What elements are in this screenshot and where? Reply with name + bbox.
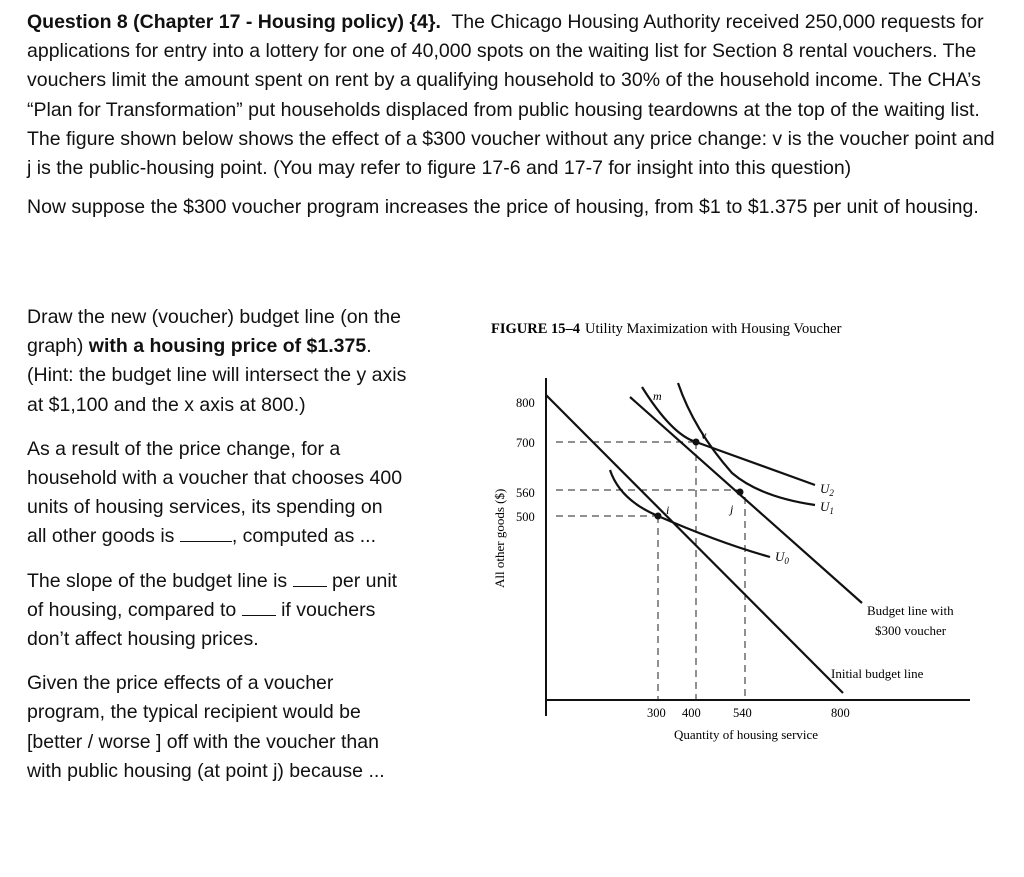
initial-budget-label: Initial budget line xyxy=(831,666,924,681)
u1-label: $U_1$ xyxy=(820,499,834,516)
voucher-budget-label-line2: $300 voucher xyxy=(875,623,947,638)
question-paragraph xyxy=(27,8,1002,183)
question-parts xyxy=(27,303,407,786)
part1-bold: with a housing price of $1.375 xyxy=(88,335,367,358)
answer-blank-slope-compare[interactable] xyxy=(242,598,276,616)
y-tick-560: 560 xyxy=(516,486,535,500)
part1-hint: . (Hint: the budget line will intersect the y axis at $1,100 and the x axis at 800.) xyxy=(27,335,407,416)
point-m-label: m xyxy=(653,389,662,403)
part2-tail: , computed as ... xyxy=(231,525,376,548)
answer-blank-slope[interactable] xyxy=(293,569,327,587)
part-better-worse: Given the price effects of a voucher program, the typical recipient would be [better / worse ] off with the voucher than with public housing (at point j) because ... xyxy=(27,672,385,782)
u0-label: $U_0$ xyxy=(775,549,789,566)
part-draw-budget-line xyxy=(27,303,407,420)
part3-text: The slope of the budget line is xyxy=(27,569,288,592)
part2-text: As a result of the price change, for a household with a voucher that chooses 400 units of housing services, its spending on all other goods is xyxy=(27,437,403,548)
y-tick-labels xyxy=(516,396,535,524)
figure-15-4 xyxy=(470,305,990,755)
y-tick-700: 700 xyxy=(516,436,535,450)
question-intro: The Chicago Housing Authority received 250,000 requests for applications for entry into a lottery for one of 40,000 spots on the waiting list for Section 8 rental vouchers. The vouchers limit the amount spent on rent by a qualifying household to 30% of the household income. The CHA’s “Plan for Transformation” put households displaced from public housing teardowns at the top of the waiting list. The figure shown below shows the effect of a $300 voucher without any price change: v is the voucher point and j is the public-housing point. (You may refer to figure 17-6 and 17-7 for insight into this question) xyxy=(27,11,995,180)
point-v-label: v xyxy=(701,428,707,442)
y-axis-label: All other goods ($) xyxy=(492,488,507,588)
y-tick-500: 500 xyxy=(516,510,535,524)
budget-line-labels xyxy=(831,603,954,681)
figure-title: FIGURE 15–4 Utility Maximization with Housing Voucher xyxy=(491,321,842,337)
x-tick-300: 300 xyxy=(647,706,666,720)
x-tick-540: 540 xyxy=(733,706,752,720)
point-v-dot xyxy=(693,439,700,446)
part1-text: Draw the new (voucher) budget line (on the graph) xyxy=(27,306,401,358)
question-title: Question 8 (Chapter 17 - Housing policy) {4}. xyxy=(27,11,441,33)
answer-blank-spending[interactable] xyxy=(180,524,232,542)
question-scenario: Now suppose the $300 voucher program increases the price of housing, from $1 to $1.375 per unit of housing. xyxy=(27,196,979,219)
part-other-goods-spending xyxy=(27,435,407,552)
y-tick-800: 800 xyxy=(516,396,535,410)
point-j-dot xyxy=(737,489,744,496)
point-j-label: j xyxy=(730,502,734,516)
x-axis-label: Quantity of housing service xyxy=(674,727,819,742)
question-block xyxy=(27,8,1002,222)
point-i-dot xyxy=(655,513,662,520)
x-tick-labels xyxy=(647,706,850,720)
part3-mid: per unit of housing, compared to xyxy=(27,569,398,621)
x-tick-800: 800 xyxy=(831,706,850,720)
guide-lines xyxy=(556,442,745,700)
x-tick-400: 400 xyxy=(682,706,701,720)
voucher-diagram xyxy=(470,305,990,755)
point-i-label: i xyxy=(666,503,670,517)
voucher-budget-label-line1: Budget line with xyxy=(867,603,954,618)
part-slope xyxy=(27,567,407,655)
part3-tail: if vouchers don’t affect housing prices. xyxy=(27,598,376,651)
u2-label: $U_2$ xyxy=(820,481,834,498)
